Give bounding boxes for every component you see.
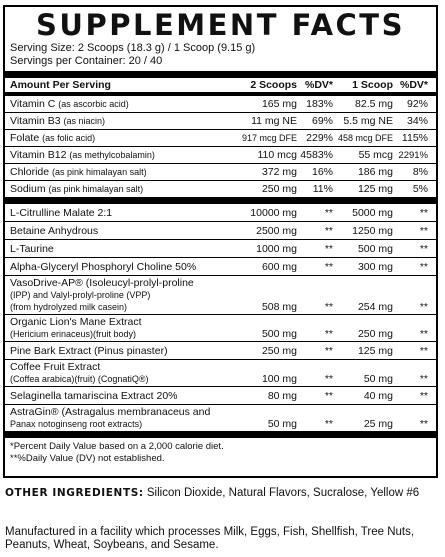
vitamin-name-cell — [5, 98, 231, 110]
vitamin-source: (as methylcobalamin) — [69, 150, 155, 160]
dv-two-scoops: ** — [324, 389, 333, 402]
thick-divider — [5, 71, 436, 78]
ingredient-name-cell — [5, 277, 231, 313]
dv-one-scoop: ** — [419, 242, 428, 255]
dv-one-scoop: ** — [419, 301, 428, 313]
dv-two-scoops: ** — [324, 242, 333, 255]
amount-one-scoop: 125 mg — [357, 344, 393, 357]
ingredient-name-cell — [5, 207, 231, 219]
amount-one-scoop: 82.5 mg — [355, 98, 393, 110]
amount-two-scoops: 372 mg — [261, 166, 297, 178]
amount-one-scoop: 25 mg — [363, 418, 393, 430]
dv-one-scoop: ** — [419, 260, 428, 273]
ingredient-name-cell — [5, 261, 231, 273]
dv-one-scoop: ** — [419, 344, 428, 357]
dv-two-scoops: ** — [324, 301, 333, 313]
ingredient-name-cell — [5, 316, 231, 340]
dv-two-scoops: 11% — [312, 183, 333, 195]
vitamin-rows — [5, 96, 436, 197]
vitamin-row — [5, 181, 436, 197]
ingredient-row — [5, 405, 436, 431]
amount-one-scoop: 300 mg — [357, 260, 393, 273]
servings-per-container: Servings per Container: 20 / 40 — [10, 55, 163, 67]
vitamin-name-cell — [5, 166, 231, 178]
section-divider — [5, 197, 436, 204]
header-dv-one-scoop: %DV* — [399, 79, 428, 91]
footnote-not-established: **%Daily Value (DV) not established. — [10, 452, 165, 464]
dv-two-scoops: 69% — [311, 115, 333, 127]
ingredient-name-cell — [5, 406, 231, 430]
dv-two-scoops: 16% — [311, 166, 333, 178]
vitamin-row — [5, 113, 436, 129]
header-amount-per-serving: Amount Per Serving — [10, 79, 111, 91]
dv-two-scoops: ** — [324, 260, 333, 273]
ingredient-name: L-Taurine — [10, 242, 54, 255]
ingredient-row — [5, 342, 436, 359]
dv-one-scoop: ** — [419, 206, 428, 219]
amount-two-scoops: 2500 mg — [256, 224, 297, 237]
ingredient-name-cell — [5, 243, 231, 255]
dv-two-scoops: ** — [324, 206, 333, 219]
dv-one-scoop: ** — [419, 224, 428, 237]
amount-one-scoop: 5000 mg — [352, 206, 393, 219]
amount-two-scoops: 250 mg — [261, 344, 297, 357]
ingredient-name: AstraGin® (Astragalus membranaceus and — [10, 406, 211, 418]
amount-two-scoops: 1000 mg — [256, 242, 297, 255]
footer-divider — [5, 431, 436, 438]
ingredient-rows — [5, 204, 436, 431]
other-ingredients-label: OTHER INGREDIENTS: — [5, 487, 144, 499]
supplement-facts-panel — [3, 5, 438, 478]
ingredient-name: L-Citrulline Malate 2:1 — [10, 206, 113, 219]
vitamin-name: Vitamin B12 — [10, 149, 67, 161]
dv-one-scoop: 34% — [406, 115, 428, 127]
vitamin-name-cell — [5, 149, 231, 161]
vitamin-name-cell — [5, 132, 231, 144]
header-one-scoop: 1 Scoop — [352, 79, 393, 91]
footnote-dv: *Percent Daily Value based on a 2,000 calorie diet. — [10, 441, 224, 452]
amount-two-scoops: 508 mg — [261, 301, 297, 313]
ingredient-detail: Panax notoginseng root extracts) — [10, 419, 143, 429]
vitamin-source: (as pink himalayan salt) — [52, 167, 147, 177]
vitamin-name-cell — [5, 183, 231, 195]
dv-one-scoop: 92% — [406, 98, 428, 110]
amount-one-scoop: 254 mg — [357, 301, 393, 313]
column-header — [5, 78, 436, 92]
vitamin-row — [5, 96, 436, 112]
vitamin-source: (as folic acid) — [42, 133, 96, 143]
dv-two-scoops: 229% — [306, 132, 333, 144]
amount-two-scoops: 600 mg — [261, 260, 297, 273]
amount-one-scoop: 55 mcg — [358, 149, 393, 161]
ingredient-name-cell — [5, 390, 231, 402]
amount-two-scoops: 110 mcg — [257, 149, 297, 161]
panel-title: SUPPLEMENT FACTS — [36, 8, 405, 42]
amount-one-scoop: 458 mcg DFE — [337, 133, 393, 143]
vitamin-row — [5, 147, 436, 163]
vitamin-name-cell — [5, 115, 231, 127]
amount-two-scoops: 100 mg — [261, 373, 297, 385]
vitamin-name: Sodium — [10, 183, 46, 195]
amount-two-scoops: 11 mg NE — [251, 115, 297, 127]
dv-one-scoop: 115% — [401, 132, 428, 144]
ingredient-name: Alpha-Glyceryl Phosphoryl Choline 50% — [10, 260, 197, 273]
dv-one-scoop: ** — [419, 389, 428, 402]
dv-one-scoop: 8% — [412, 166, 428, 178]
ingredient-name: Selaginella tamariscina Extract 20% — [10, 389, 178, 402]
ingredient-row — [5, 315, 436, 341]
amount-two-scoops: 50 mg — [267, 418, 297, 430]
dv-two-scoops: ** — [324, 418, 333, 430]
serving-size: Serving Size: 2 Scoops (18.3 g) / 1 Scoop (9.15 g) — [10, 42, 256, 54]
amount-two-scoops: 165 mg — [261, 98, 297, 110]
ingredient-detail: (IPP) and Valyl-prolyl-proline (VPP) — [10, 290, 151, 300]
amount-two-scoops: 917 mcg DFE — [241, 133, 297, 143]
vitamin-name: Vitamin C — [10, 98, 56, 110]
ingredient-row — [5, 222, 436, 239]
dv-two-scoops: 183% — [306, 98, 333, 110]
dv-two-scoops: ** — [324, 373, 333, 385]
ingredient-name-cell — [5, 345, 231, 357]
ingredient-row — [5, 204, 436, 221]
dv-one-scoop: 2291% — [398, 149, 428, 161]
other-ingredients — [5, 487, 419, 499]
header-two-scoops: 2 Scoops — [250, 79, 297, 91]
amount-one-scoop: 125 mg — [357, 183, 393, 195]
amount-two-scoops: 10000 mg — [250, 206, 297, 219]
footnotes — [5, 438, 436, 464]
ingredient-row — [5, 258, 436, 275]
dv-two-scoops: ** — [324, 224, 333, 237]
ingredient-name: Coffee Fruit Extract — [10, 361, 101, 373]
amount-one-scoop: 186 mg — [357, 166, 393, 178]
amount-two-scoops: 250 mg — [261, 183, 297, 195]
ingredient-row — [5, 360, 436, 386]
ingredient-detail: (from hydrolyzed milk casein) — [10, 302, 128, 312]
vitamin-source: (as niacin) — [63, 116, 106, 126]
dv-two-scoops: ** — [324, 344, 333, 357]
dv-one-scoop: ** — [419, 373, 428, 385]
dv-one-scoop: 5% — [412, 183, 428, 195]
amount-one-scoop: 250 mg — [357, 328, 393, 340]
ingredient-name: Betaine Anhydrous — [10, 224, 99, 237]
ingredient-detail: (Hericium erinaceus)(fruit body) — [10, 329, 137, 339]
ingredient-detail: (Coffea arabica)(fruit) (CognatiQ®) — [10, 374, 149, 384]
vitamin-name: Chloride — [10, 166, 50, 178]
amount-one-scoop: 50 mg — [363, 373, 393, 385]
amount-one-scoop: 5.5 mg NE — [343, 115, 393, 127]
vitamin-name: Vitamin B3 — [10, 115, 61, 127]
dv-two-scoops: ** — [324, 328, 333, 340]
ingredient-row — [5, 387, 436, 404]
ingredient-name-cell — [5, 225, 231, 237]
ingredient-name: Organic Lion's Mane Extract — [10, 316, 142, 328]
vitamin-name: Folate — [10, 132, 40, 144]
amount-one-scoop: 500 mg — [357, 242, 393, 255]
amount-one-scoop: 40 mg — [363, 389, 393, 402]
vitamin-source: (as ascorbic acid) — [58, 99, 129, 109]
ingredient-name: Pine Bark Extract (Pinus pinaster) — [10, 344, 168, 357]
ingredient-name-cell — [5, 361, 231, 385]
vitamin-source: (as pink himalayan salt) — [48, 184, 144, 194]
vitamin-row — [5, 164, 436, 180]
ingredient-row — [5, 240, 436, 257]
amount-two-scoops: 80 mg — [267, 389, 297, 402]
manufacturing-statement: Manufactured in a facility which processes Milk, Eggs, Fish, Shellfish, Tree Nuts, Peanuts, Wheat, Soybeans, and Sesame. — [5, 526, 415, 551]
ingredient-name: VasoDrive-AP® (Isoleucyl-prolyl-proline — [10, 277, 194, 289]
amount-one-scoop: 1250 mg — [352, 224, 393, 237]
amount-two-scoops: 500 mg — [261, 328, 297, 340]
dv-one-scoop: ** — [419, 328, 428, 340]
header-dv-two-scoops: %DV* — [304, 79, 333, 91]
dv-two-scoops: 4583% — [300, 149, 333, 161]
vitamin-row — [5, 130, 436, 146]
ingredient-row — [5, 276, 436, 314]
other-ingredients-text: Silicon Dioxide, Natural Flavors, Sucralose, Yellow #6 — [143, 487, 420, 499]
dv-one-scoop: ** — [419, 418, 428, 430]
